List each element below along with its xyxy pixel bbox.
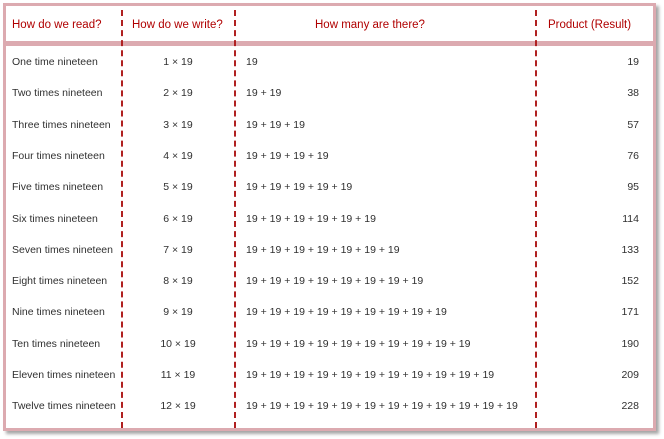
header-read: How do we read? (12, 19, 102, 31)
cell-write: 6 × 19 (163, 212, 193, 225)
cell-read: Six times nineteen (12, 212, 98, 225)
cell-read: Seven times nineteen (12, 243, 113, 256)
cell-write: 4 × 19 (163, 149, 193, 162)
cell-many: 19 + 19 + 19 + 19 + 19 + 19 + 19 + 19 + 19 + 19 + 19 (246, 369, 495, 381)
cell-many: 19 + 19 + 19 + 19 + 19 (246, 181, 353, 194)
cell-read: Two times nineteen (12, 87, 103, 100)
table-row (6, 171, 653, 202)
cell-product: 190 (621, 337, 639, 350)
cell-read: Five times nineteen (12, 181, 104, 194)
cell-product: 57 (627, 118, 639, 131)
cell-many: 19 + 19 + 19 + 19 + 19 + 19 + 19 (246, 243, 400, 256)
table-header (6, 6, 653, 46)
cell-many: 19 + 19 + 19 + 19 + 19 + 19 + 19 + 19 + 19 + 19 + 19 + 19 (246, 400, 518, 413)
cell-write: 5 × 19 (163, 181, 193, 194)
cell-read: One time nineteen (12, 56, 98, 68)
cell-product: 152 (621, 275, 639, 288)
cell-read: Three times nineteen (12, 118, 111, 131)
cell-many: 19 + 19 + 19 + 19 + 19 + 19 + 19 + 19 + 19 (246, 306, 447, 319)
cell-many: 19 + 19 + 19 + 19 + 19 + 19 (246, 212, 376, 225)
table-row (6, 46, 653, 77)
cell-many: 19 + 19 + 19 + 19 + 19 + 19 + 19 + 19 + 19 + 19 (246, 337, 471, 350)
cell-many: 19 + 19 + 19 (246, 118, 305, 131)
cell-write: 1 × 19 (163, 56, 193, 68)
header-many: How many are there? (315, 19, 425, 31)
cell-write: 9 × 19 (163, 306, 193, 319)
cell-product: 95 (627, 181, 639, 194)
cell-product: 171 (621, 306, 639, 319)
table-row (6, 390, 653, 421)
cell-read: Twelve times nineteen (12, 400, 116, 413)
cell-write: 12 × 19 (160, 400, 196, 413)
table-row (6, 140, 653, 171)
cell-product: 76 (627, 149, 639, 162)
cell-write: 3 × 19 (163, 118, 193, 131)
cell-read: Nine times nineteen (12, 306, 105, 319)
table-row (6, 296, 653, 327)
table-row (6, 359, 653, 390)
cell-read: Ten times nineteen (12, 337, 101, 350)
cell-product: 133 (621, 243, 639, 256)
cell-many: 19 (246, 56, 258, 68)
cell-product: 19 (627, 56, 639, 68)
multiplication-table (3, 3, 656, 431)
table-row (6, 77, 653, 108)
cell-many: 19 + 19 + 19 + 19 + 19 + 19 + 19 + 19 (246, 275, 424, 288)
cell-write: 10 × 19 (160, 337, 196, 350)
cell-read: Eleven times nineteen (12, 369, 116, 381)
table-row (6, 328, 653, 359)
table-row (6, 203, 653, 234)
cell-product: 209 (621, 369, 639, 381)
cell-many: 19 + 19 + 19 + 19 (246, 149, 329, 162)
table-row (6, 234, 653, 265)
cell-product: 228 (621, 400, 639, 413)
cell-read: Four times nineteen (12, 149, 105, 162)
cell-product: 38 (627, 87, 639, 100)
table-row (6, 265, 653, 296)
cell-write: 8 × 19 (163, 275, 193, 288)
cell-product: 114 (622, 212, 639, 225)
cell-write: 11 × 19 (160, 369, 196, 381)
cell-write: 2 × 19 (163, 87, 193, 100)
table-row (6, 109, 653, 140)
cell-read: Eight times nineteen (12, 275, 108, 288)
header-write: How do we write? (132, 19, 223, 31)
cell-many: 19 + 19 (246, 87, 282, 100)
header-product: Product (Result) (548, 19, 632, 31)
cell-write: 7 × 19 (163, 243, 193, 256)
